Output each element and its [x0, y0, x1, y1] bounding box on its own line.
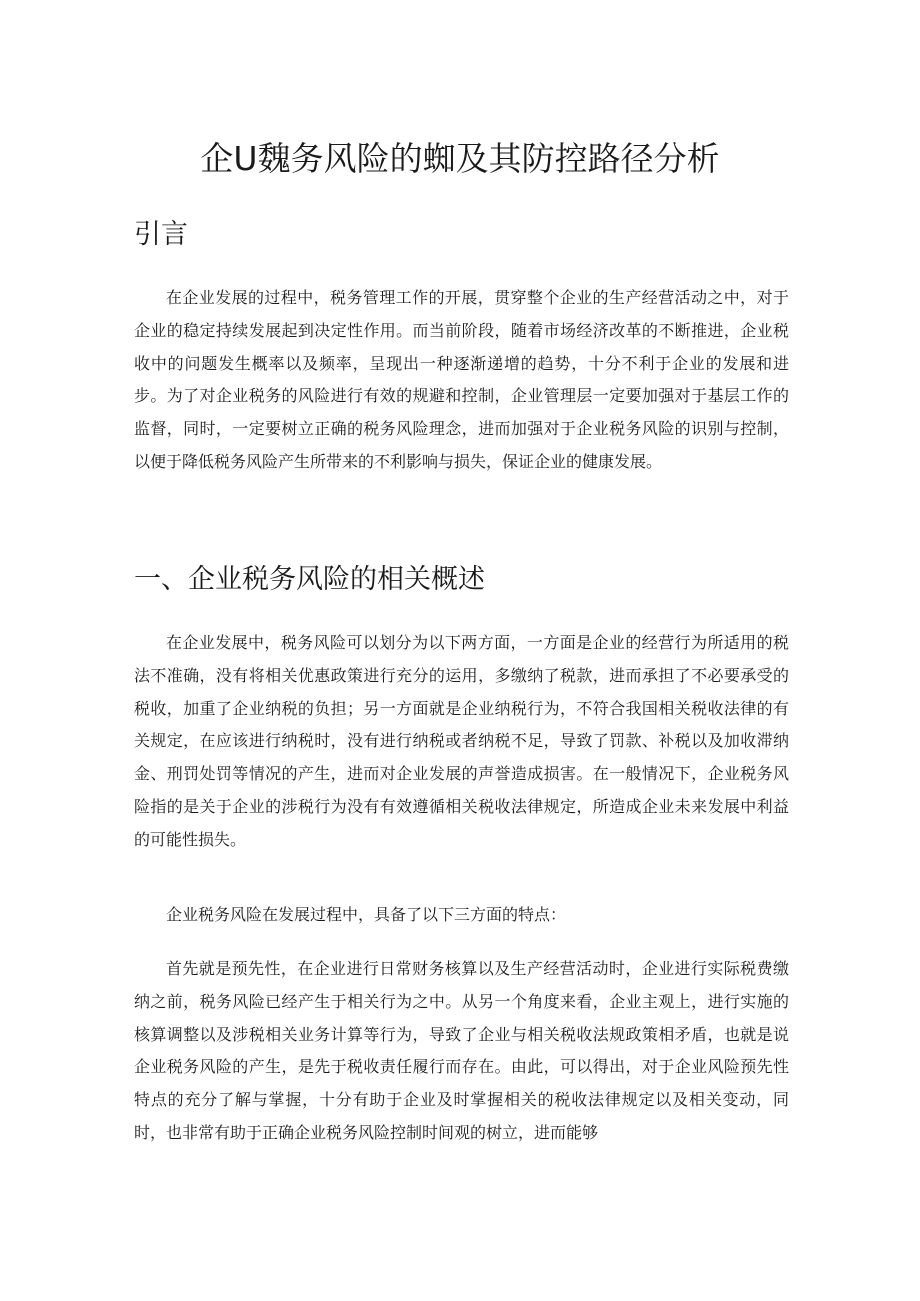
- intro-heading: 引言: [134, 219, 188, 250]
- section-1-paragraph-2: 企业税务风险在发展过程中，具备了以下三方面的特点：: [166, 905, 567, 924]
- section-1-paragraph-1: 在企业发展中，税务风险可以划分为以下两方面，一方面是企业的经营行为所适用的税法不准确，没有将相关优惠政策进行充分的运用，多缴纳了税款，进而承担了不必要承受的税收，加重了企业纳税的负担；另一方面就是企业纳税行为，不符合我国相关税收法律的有关规定，在应该进行纳税时，没有进行纳税或者纳税不足，导致了罚款、补税以及加收滞纳金、刑罚处罚等情况的产生，进而对企业发展的声誉造成损害。在一般情况下，企业税务风险指的是关于企业的涉税行为没有有效遵循相关税收法律规定，所造成企业未来发展中利益的可能性损失。: [134, 633, 789, 849]
- intro-paragraph: 在企业发展的过程中，税务管理工作的开展，贯穿整个企业的生产经营活动之中，对于企业的稳定持续发展起到决定性作用。而当前阶段，随着市场经济改革的不断推进，企业税收中的问题发生概率以及频率，呈现出一种逐渐递增的趋势，十分不利于企业的发展和进步。为了对企业税务的风险进行有效的规避和控制，企业管理层一定要加强对于基层工作的监督，同时，一定要树立正确的税务风险理念，进而加强对于企业税务风险的识别与控制，以便于降低税务风险产生所带来的不利影响与损失，保证企业的健康发展。: [134, 288, 789, 471]
- section-1-heading: 一、企业税务风险的相关概述: [134, 564, 485, 595]
- section-1-paragraph-3: 首先就是预先性，在企业进行日常财务核算以及生产经营活动时，企业进行实际税费缴纳之前，税务风险已经产生于相关行为之中。从另一个角度来看，企业主观上，进行实施的核算调整以及涉税相关业务计算等行为，导致了企业与相关税收法规政策相矛盾，也就是说企业税务风险的产生，是先于税收责任履行而存在。由此，可以得出，对于企业风险预先性特点的充分了解与掌握，十分有助于企业及时掌握相关的税收法律规定以及相关变动，同时，也非常有助于正确企业税务风险控制时间观的树立，进而能够: [134, 959, 789, 1142]
- document-title: 企U魏务风险的蜘及其防控路径分析: [200, 139, 720, 178]
